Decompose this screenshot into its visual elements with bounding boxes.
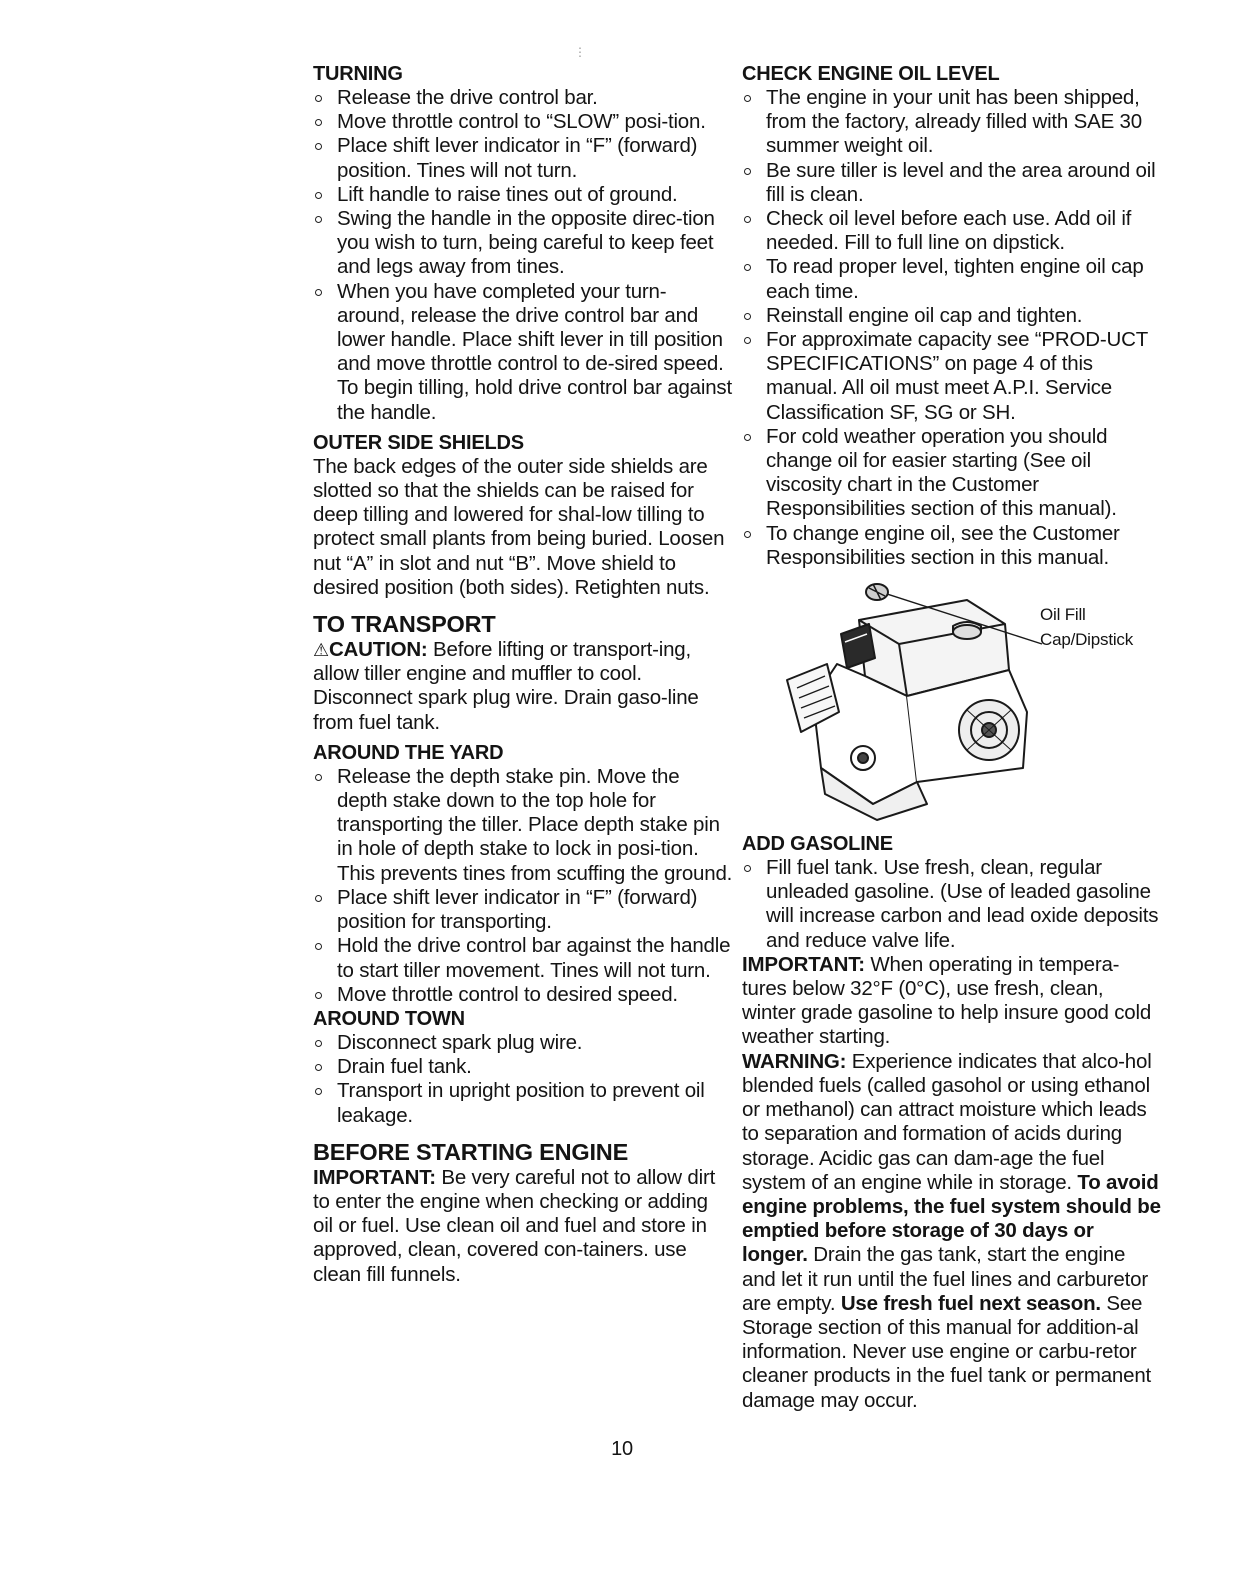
list-item: Lift handle to raise tines out of ground. (313, 183, 733, 207)
list-item: Transport in upright position to prevent oil leakage. (313, 1079, 733, 1127)
important-label: IMPORTANT: (313, 1165, 436, 1189)
caution-text: Before lifting or transport-ing, allow tiller engine and muffler to cool. Disconnect spark plug wire. Drain gaso-line from fuel tank. (313, 638, 699, 734)
gasoline-warning-paragraph (742, 1050, 1162, 1413)
list-item: Reinstall engine oil cap and tighten. (742, 304, 1162, 328)
list-item: Move throttle control to desired speed. (313, 983, 733, 1007)
left-column (313, 62, 733, 1287)
page-number: 10 (611, 1438, 633, 1460)
scan-speck: ⋮ (574, 45, 586, 59)
turning-heading: TURNING (313, 63, 403, 85)
around-town-heading: AROUND TOWN (313, 1007, 465, 1030)
turning-list (313, 86, 733, 425)
list-item: Hold the drive control bar against the handle to start tiller movement. Tines will not turn. (313, 934, 733, 982)
right-column (742, 62, 1162, 1413)
warning-text: Experience indicates that alco-hol blended fuels (called gasohol or using ethanol or methanol) can attract moisture which leads to separation and formation of acids during storage. Acidic gas can dam-age the fuel system of an engine while in storage. (742, 1049, 1152, 1194)
to-transport-heading: TO TRANSPORT (313, 611, 496, 638)
around-town-list (313, 1031, 733, 1128)
warning-emphasis-2: Use fresh fuel next season. (840, 1291, 1101, 1315)
callout-line: Oil Fill (1040, 605, 1086, 625)
warning-text-2: Drain the gas tank, start the engine and let it run until the fuel lines and carburetor are empty. (742, 1243, 1148, 1315)
list-item: To change engine oil, see the Customer Responsibilities section in this manual. (742, 522, 1162, 570)
list-item: Release the drive control bar. (313, 86, 733, 110)
check-oil-list (742, 86, 1162, 570)
warning-text-3: See Storage section of this manual for addition-al information. Never use engine or carbu-retor cleaner products in the fuel tank or permanent damage may occur. (742, 1291, 1152, 1412)
outer-side-shields-heading: OUTER SIDE SHIELDS (313, 431, 524, 454)
oil-fill-callout (1040, 602, 1133, 652)
list-item: Place shift lever indicator in “F” (forward) position. Tines will not turn. (313, 134, 733, 182)
before-starting-engine-heading: BEFORE STARTING ENGINE (313, 1138, 629, 1165)
list-item: Check oil level before each use. Add oil if needed. Fill to full line on dipstick. (742, 207, 1162, 255)
warning-emphasis: To avoid engine problems, the fuel system should be emptied before storage of 30 days or longer. (742, 1170, 1161, 1267)
important-text: Be very careful not to allow dirt to enter the engine when checking or adding oil or fuel. Use clean oil and fuel and store in approved, clean, covered con-tainers. use clean fill funnels. (313, 1165, 716, 1286)
add-gasoline-heading: ADD GASOLINE (742, 833, 893, 856)
list-item: Fill fuel tank. Use fresh, clean, regular unleaded gasoline. (Use of leaded gasoline will increase carbon and lead oxide deposits and reduce valve life. (742, 856, 1162, 953)
callout-line: Cap/Dipstick (1040, 630, 1134, 650)
engine-illustration (777, 572, 1047, 822)
around-the-yard-list (313, 765, 733, 1007)
list-item: Move throttle control to “SLOW” posi-tion. (313, 110, 733, 134)
around-the-yard-heading: AROUND THE YARD (313, 741, 504, 764)
list-item: Drain fuel tank. (313, 1055, 733, 1079)
important-text: When operating in tempera-tures below 32°F (0°C), use fresh, clean, winter grade gasoline to help insure good cold weather starting. (742, 952, 1152, 1049)
caution-label: CAUTION: (328, 638, 428, 662)
important-label: IMPORTANT: (742, 952, 865, 976)
list-item: The engine in your unit has been shipped, from the factory, already filled with SAE 30 summer weight oil. (742, 86, 1162, 159)
list-item: Release the depth stake pin. Move the depth stake down to the top hole for transporting the tiller. Place depth stake pin in hole of depth stake to lock in posi-tion. This prevents tines from scuffing the ground. (313, 765, 733, 886)
warning-triangle-icon: ⚠ (313, 640, 329, 661)
outer-side-shields-text: The back edges of the outer side shields are slotted so that the shields can be raised for deep tilling and lowered for shal-low tilling to protect small plants from being buried. Loosen nut “A” in slot and nut “B”. Move shield to desired position (both sides). Retighten nuts. (313, 454, 725, 599)
list-item: Be sure tiller is level and the area around oil fill is clean. (742, 159, 1162, 207)
list-item: When you have completed your turn-around, release the drive control bar and lower handle. Place shift lever in till position and move throttle control to de-sired speed. To begin tilling, hold drive control bar against the handle. (313, 280, 733, 425)
caution-paragraph (313, 638, 733, 735)
warning-label: WARNING: (742, 1049, 847, 1073)
list-item: To read proper level, tighten engine oil cap each time. (742, 255, 1162, 303)
check-engine-oil-heading: CHECK ENGINE OIL LEVEL (742, 63, 1000, 85)
list-item: For approximate capacity see “PROD-UCT SPECIFICATIONS” on page 4 of this manual. All oil must meet A.P.I. Service Classification SF, SG or SH. (742, 328, 1162, 425)
list-item: Disconnect spark plug wire. (313, 1031, 733, 1055)
list-item: Swing the handle in the opposite direc-tion you wish to turn, being careful to keep feet and legs away from tines. (313, 207, 733, 280)
engine-figure (742, 572, 1162, 822)
list-item: For cold weather operation you should change oil for easier starting (See oil viscosity chart in the Customer Responsibilities section of this manual). (742, 425, 1162, 522)
add-gasoline-list (742, 856, 1162, 953)
before-starting-paragraph (313, 1166, 733, 1287)
gasoline-important-paragraph (742, 953, 1162, 1050)
list-item: Place shift lever indicator in “F” (forward) position for transporting. (313, 886, 733, 934)
